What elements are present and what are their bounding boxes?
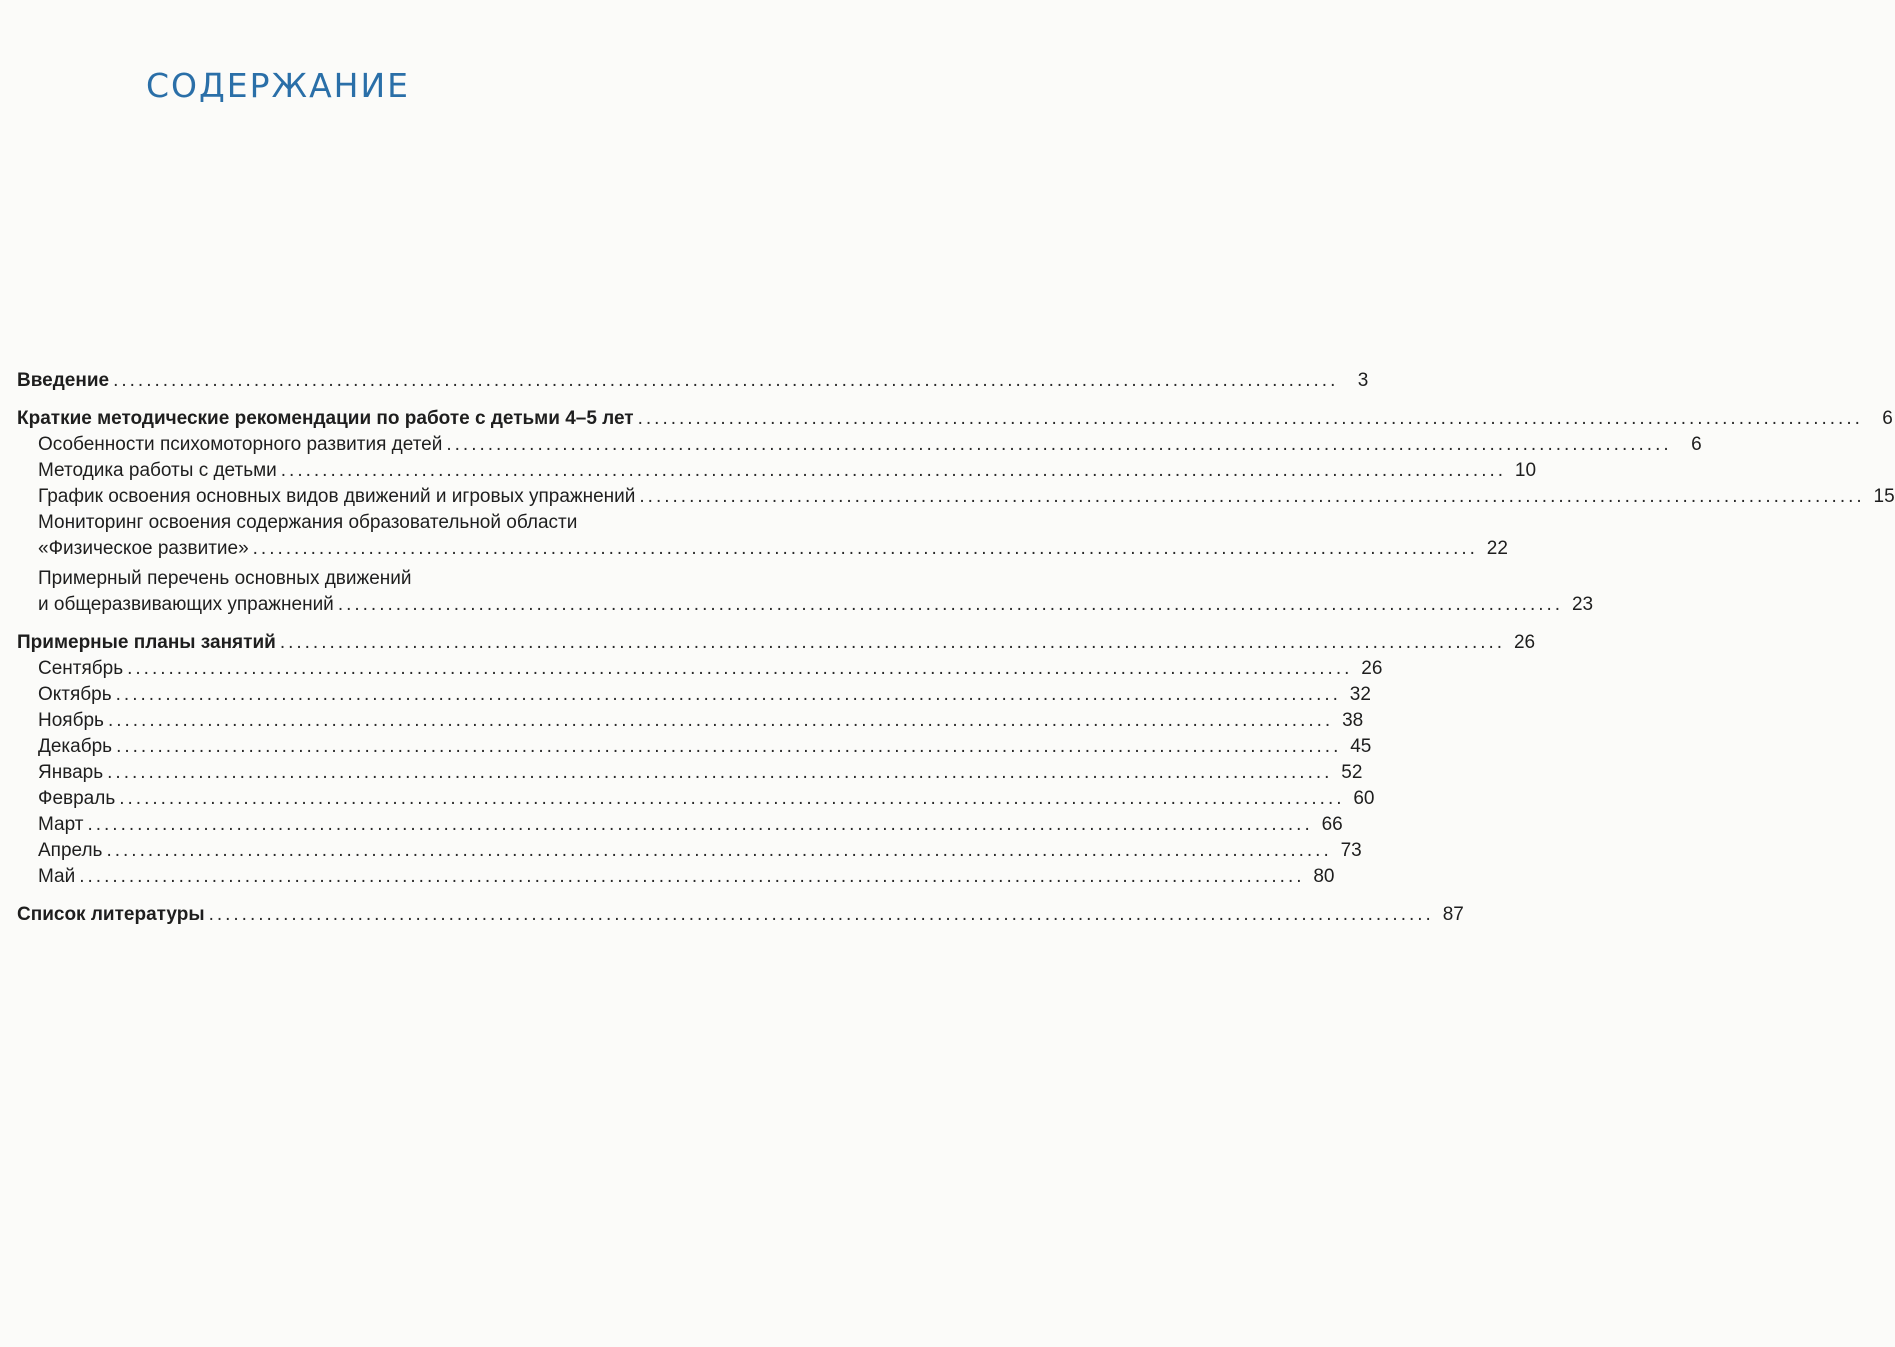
toc-page-number: 60 (1353, 788, 1375, 809)
toc-label: «Физическое развитие» (38, 538, 249, 559)
toc-label: Введение (17, 370, 110, 391)
toc-page-number: 6 (1691, 434, 1702, 455)
toc-label: Методика работы с детьми (38, 460, 277, 481)
toc-page-number: 87 (1442, 904, 1464, 925)
toc-entry-month[interactable] (17, 656, 1383, 682)
toc-page-number: 80 (1313, 866, 1335, 887)
toc-page-number: 52 (1341, 762, 1363, 783)
leader-dots: .................................................................................................................................................... (107, 762, 1333, 783)
toc-entry-section-recommendations[interactable] (17, 406, 1893, 432)
page-title: СОДЕРЖАНИЕ (146, 66, 411, 105)
toc-entry-month[interactable] (17, 838, 1362, 864)
leader-dots: .................................................................................................................................................... (252, 538, 1478, 559)
toc-page-number: 15 (1873, 486, 1895, 507)
table-of-contents (17, 368, 1895, 928)
leader-dots: .................................................................................................................................................... (87, 814, 1313, 835)
toc-label: График освоения основных видов движений и игровых упражнений (38, 486, 636, 507)
leader-dots: .................................................................................................................................................... (127, 658, 1353, 679)
leader-dots: .................................................................................................................................................... (115, 684, 1341, 705)
toc-entry-references[interactable] (17, 902, 1464, 928)
toc-entry-month[interactable] (17, 760, 1363, 786)
toc-page-number: 22 (1486, 538, 1508, 559)
leader-dots: .................................................................................................................................................... (107, 710, 1334, 731)
leader-dots: .................................................................................................................................................... (280, 460, 1507, 481)
toc-label: Апрель (38, 840, 103, 861)
leader-dots: .................................................................................................................................................... (446, 434, 1672, 455)
toc-entry-month[interactable] (17, 708, 1364, 734)
toc-label: Январь (38, 762, 104, 783)
toc-label: Краткие методические рекомендации по работе с детьми 4–5 лет (17, 408, 634, 429)
toc-page-number: 6 (1882, 408, 1893, 429)
toc-entry-month[interactable] (17, 786, 1375, 812)
toc-label: Особенности психомоторного развития детей (38, 434, 443, 455)
toc-entry-month[interactable] (17, 812, 1343, 838)
toc-page-number: 38 (1342, 710, 1364, 731)
toc-entry-movements-list[interactable] (17, 566, 1594, 618)
leader-dots: .................................................................................................................................................... (637, 408, 1863, 429)
toc-page-number: 45 (1350, 736, 1372, 757)
toc-label: Март (38, 814, 84, 835)
toc-entry-intro[interactable] (17, 368, 1369, 394)
toc-label: и общеразвивающих упражнений (38, 594, 334, 615)
toc-page-number: 32 (1349, 684, 1371, 705)
leader-dots: .................................................................................................................................................... (337, 594, 1564, 615)
toc-entry[interactable] (17, 432, 1702, 458)
leader-dots: .................................................................................................................................................... (639, 486, 1865, 507)
leader-dots: .................................................................................................................................................... (279, 632, 1506, 653)
toc-label: Список литературы (17, 904, 205, 925)
toc-label: Сентябрь (38, 658, 124, 679)
toc-page-number: 10 (1514, 460, 1537, 481)
toc-label: Примерные планы занятий (17, 632, 276, 653)
toc-label: Февраль (38, 788, 116, 809)
toc-label: Октябрь (38, 684, 112, 705)
toc-label: Ноябрь (38, 710, 104, 731)
toc-label: Май (38, 866, 76, 887)
leader-dots: .................................................................................................................................................... (116, 736, 1342, 757)
toc-label: Декабрь (38, 736, 113, 757)
toc-entry[interactable] (17, 458, 1537, 484)
toc-entry-month[interactable] (17, 682, 1371, 708)
leader-dots: .................................................................................................................................................... (208, 904, 1434, 925)
toc-entry-section-plans[interactable] (17, 630, 1536, 656)
toc-page-number: 23 (1571, 594, 1594, 615)
toc-page-number: 73 (1340, 840, 1362, 861)
leader-dots: .................................................................................................................................................... (113, 370, 1339, 391)
toc-label-line: Примерный перечень основных движений (38, 568, 412, 589)
toc-entry-month[interactable] (17, 734, 1372, 760)
leader-dots: .................................................................................................................................................... (106, 840, 1332, 861)
toc-entry-monitoring[interactable] (17, 510, 1508, 562)
leader-dots: .................................................................................................................................................... (119, 788, 1345, 809)
toc-entry[interactable] (17, 484, 1895, 510)
toc-page-number: 26 (1361, 658, 1383, 679)
toc-entry-month[interactable] (17, 864, 1335, 890)
toc-page-number: 66 (1321, 814, 1343, 835)
toc-page-number: 26 (1513, 632, 1536, 653)
toc-page-number: 3 (1357, 370, 1369, 391)
toc-label-line: Мониторинг освоения содержания образовательной области (38, 512, 578, 533)
leader-dots: .................................................................................................................................................... (79, 866, 1305, 887)
